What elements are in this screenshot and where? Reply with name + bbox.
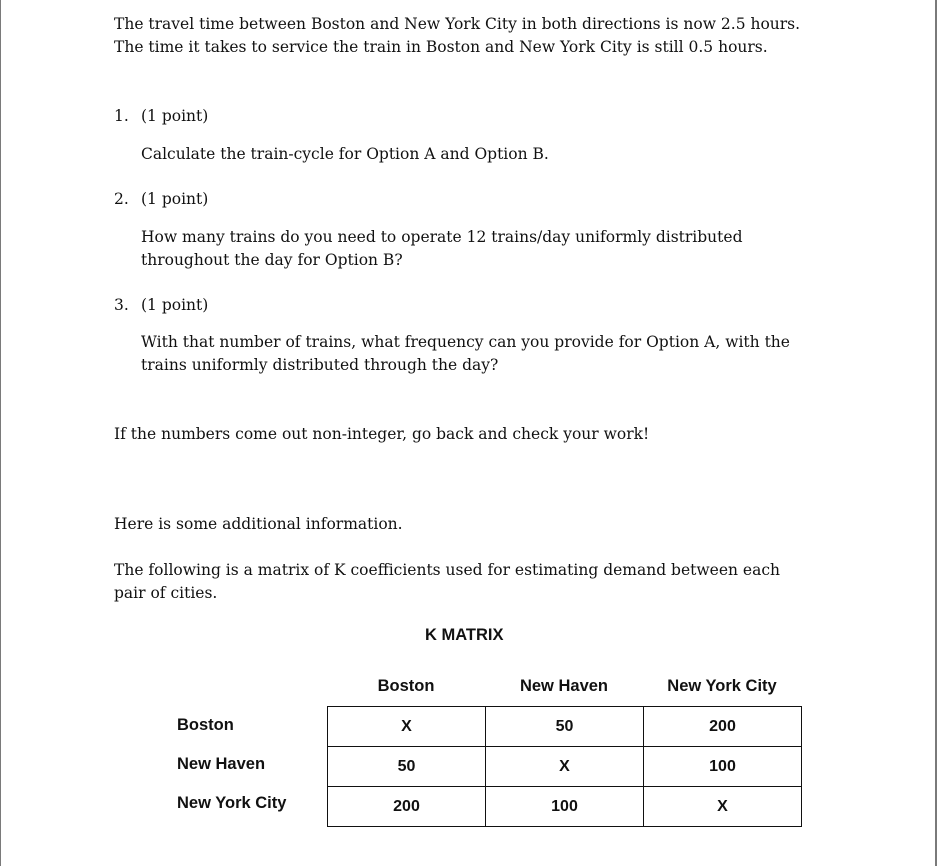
question-1-number: 1. [114, 107, 129, 125]
k-matrix-row-header: New Haven [177, 755, 266, 773]
question-2-text-line-2: throughout the day for Option B? [141, 251, 403, 269]
question-3-text-line-2: trains uniformly distributed through the day? [141, 356, 499, 374]
table-row [328, 787, 802, 827]
additional-info-heading: Here is some additional information. [114, 515, 403, 533]
question-2-number: 2. [114, 190, 129, 208]
k-matrix-table [327, 706, 802, 827]
k-matrix-row-header: Boston [177, 716, 234, 734]
question-2-points: (1 point) [141, 190, 209, 208]
k-matrix-cell: 100 [486, 787, 644, 827]
k-matrix-column-header: New Haven [519, 677, 609, 695]
question-1-text: Calculate the train-cycle for Option A and Option B. [141, 145, 549, 163]
k-matrix-cell: 200 [328, 787, 486, 827]
question-3-number: 3. [114, 296, 129, 314]
intro-line-1: The travel time between Boston and New York City in both directions is now 2.5 hours. [114, 15, 801, 33]
k-matrix-cell: X [328, 707, 486, 747]
question-2-text-line-1: How many trains do you need to operate 12 trains/day uniformly distributed [141, 228, 743, 246]
table-row [328, 707, 802, 747]
question-3-points: (1 point) [141, 296, 209, 314]
k-matrix-cell: 50 [486, 707, 644, 747]
k-matrix-cell: 100 [644, 747, 802, 787]
k-matrix-cell: 50 [328, 747, 486, 787]
matrix-intro-line-1: The following is a matrix of K coefficients used for estimating demand between each [114, 561, 780, 579]
intro-line-2: The time it takes to service the train in Boston and New York City is still 0.5 hours. [114, 38, 768, 56]
question-3-text-line-1: With that number of trains, what frequency can you provide for Option A, with the [141, 333, 790, 351]
k-matrix-column-header: New York City [667, 677, 777, 695]
k-matrix-cell: X [486, 747, 644, 787]
table-row [328, 747, 802, 787]
k-matrix-column-header: Boston [377, 677, 435, 695]
k-matrix-cell: X [644, 787, 802, 827]
question-1-points: (1 point) [141, 107, 209, 125]
k-matrix-title: K MATRIX [425, 626, 504, 644]
matrix-intro-line-2: pair of cities. [114, 584, 218, 602]
k-matrix-cell: 200 [644, 707, 802, 747]
check-work-note: If the numbers come out non-integer, go back and check your work! [114, 425, 650, 443]
k-matrix-row-header: New York City [177, 794, 287, 812]
